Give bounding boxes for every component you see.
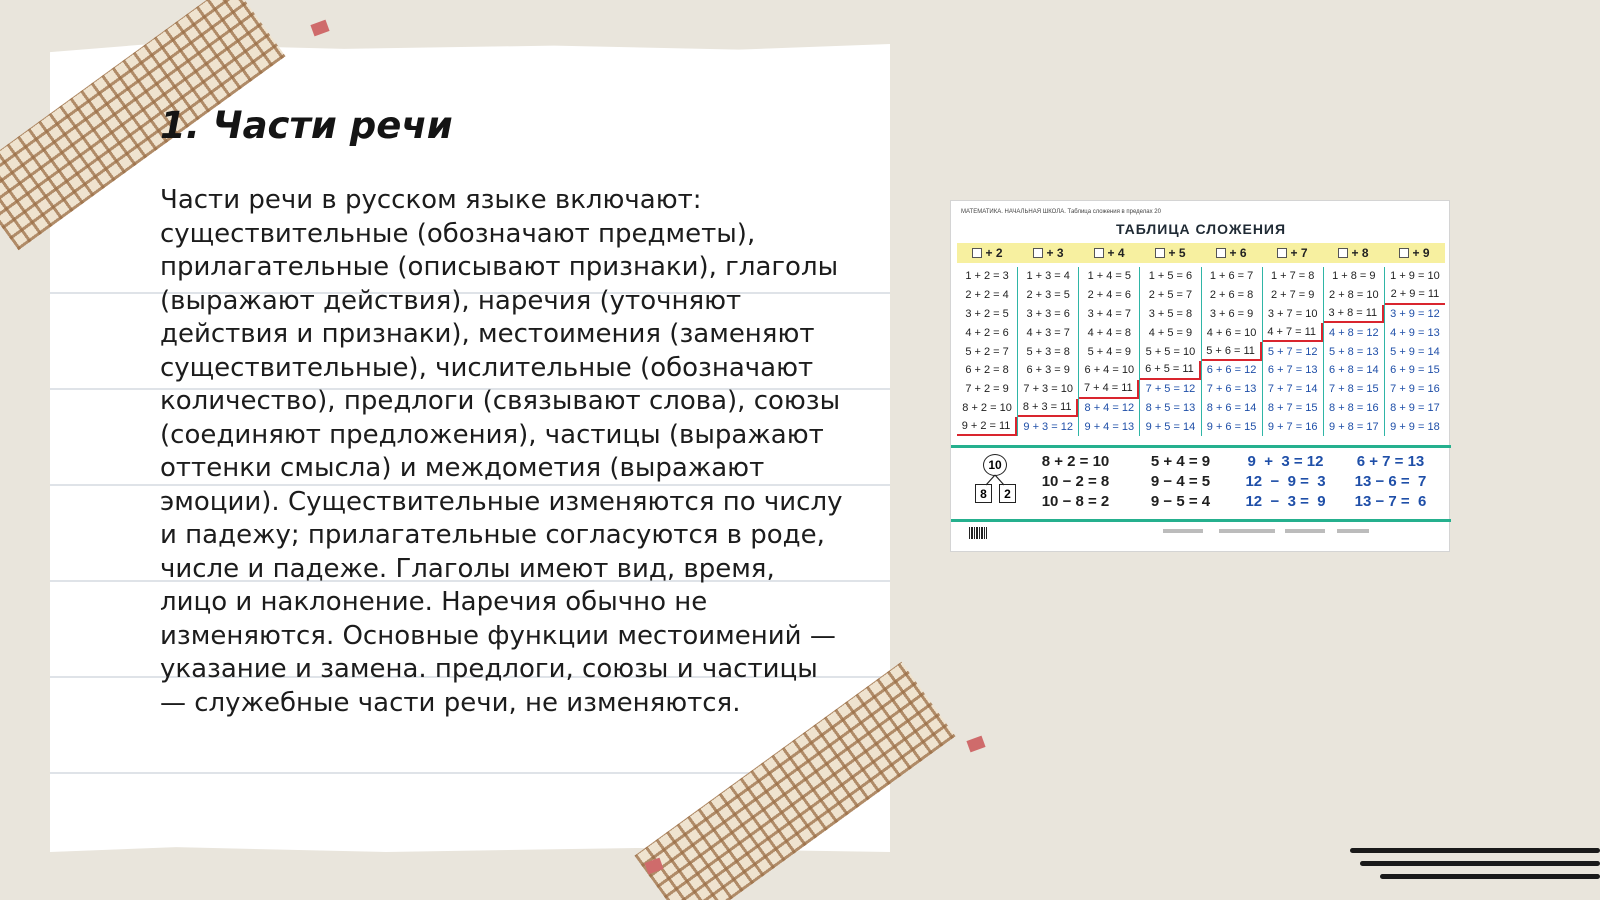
fine-print <box>1219 529 1275 533</box>
table-cell: 6 + 7 = 13 <box>1267 364 1318 377</box>
table-cell: 3 + 9 = 12 <box>1390 307 1440 320</box>
table-column <box>1263 267 1324 436</box>
table-cell: 2 + 8 = 10 <box>1329 289 1379 302</box>
table-cell: 3 + 4 = 7 <box>1087 307 1132 320</box>
table-cell: 9 + 7 = 16 <box>1267 420 1318 433</box>
table-cell: 3 + 5 = 8 <box>1148 307 1193 320</box>
table-column <box>1202 267 1263 436</box>
table-cell: 9 + 5 = 14 <box>1145 420 1196 433</box>
table-cell: 1 + 8 = 9 <box>1332 270 1376 283</box>
table-cell: 4 + 8 = 12 <box>1329 326 1379 339</box>
example-group <box>1023 453 1128 513</box>
table-cell: 2 + 7 = 9 <box>1270 289 1315 302</box>
table-cell: 3 + 6 = 9 <box>1209 307 1254 320</box>
column-header-label: + 4 <box>1107 246 1125 260</box>
table-column <box>1324 267 1385 436</box>
table-cell: 7 + 4 = 11 <box>1079 380 1139 399</box>
checkbox-square-icon <box>972 248 982 258</box>
table-cell: 3 + 7 = 10 <box>1267 307 1318 320</box>
table-cell: 2 + 6 = 8 <box>1209 289 1254 302</box>
poster-header-row <box>957 243 1445 263</box>
slide-paragraph: Части речи в русском языке включают: существительные (обозначают предметы), прилагательные (описывают признаки), глаголы (выражают действия), наречия (уточняют действия и признаки), местоимения (заменяют существительные), числительные (обозначают количество), предлоги (связывают слова), союзы (соединяют предложения), частицы (выражают оттенки смысла) и междометия (выражают эмоции). Существительные изменяются по числу и падежу; прилагательные согласуются в роде, числе и падеже. Глаголы имеют вид, время, лицо и наклонение. Наречия обычно не изменяются. Основные функции местоимений — указание и замена. предлоги, союзы и частицы — служебные части речи, не изменяются. <box>160 185 843 718</box>
table-cell: 2 + 5 = 7 <box>1148 289 1193 302</box>
checkbox-square-icon <box>1338 248 1348 258</box>
example-equation: 13 − 6 = 7 <box>1354 473 1427 490</box>
table-cell: 8 + 2 = 10 <box>962 401 1012 414</box>
example-group <box>1233 453 1338 513</box>
column-header <box>1323 243 1384 263</box>
decorative-line <box>1350 848 1600 853</box>
table-cell: 1 + 4 = 5 <box>1087 270 1132 283</box>
example-group <box>1128 453 1233 513</box>
table-cell: 5 + 6 = 11 <box>1202 342 1262 361</box>
example-equation: 9 − 5 = 4 <box>1150 493 1211 510</box>
table-cell: 9 + 9 = 18 <box>1390 420 1440 433</box>
checkbox-square-icon <box>1277 248 1287 258</box>
table-cell: 8 + 7 = 15 <box>1267 401 1318 414</box>
column-header-label: + 2 <box>985 246 1003 260</box>
fine-print <box>1285 529 1325 533</box>
column-header-label: + 6 <box>1229 246 1247 260</box>
table-column <box>957 267 1018 436</box>
column-header <box>1140 243 1201 263</box>
checkbox-square-icon <box>1216 248 1226 258</box>
fine-print <box>1163 529 1203 533</box>
example-equation: 8 + 2 = 10 <box>1041 453 1110 470</box>
table-cell: 3 + 2 = 5 <box>965 307 1009 320</box>
divider-line <box>951 519 1451 522</box>
table-cell: 4 + 9 = 13 <box>1390 326 1440 339</box>
example-group <box>1338 453 1443 513</box>
table-cell: 6 + 6 = 12 <box>1206 364 1257 377</box>
table-cell: 2 + 9 = 11 <box>1385 286 1445 305</box>
table-cell: 7 + 5 = 12 <box>1145 383 1196 396</box>
addition-table-poster <box>950 200 1450 552</box>
column-header-label: + 8 <box>1351 246 1369 260</box>
table-cell: 5 + 7 = 12 <box>1267 345 1318 358</box>
table-cell: 5 + 9 = 14 <box>1390 345 1440 358</box>
table-cell: 5 + 5 = 10 <box>1145 345 1196 358</box>
table-cell: 5 + 4 = 9 <box>1087 345 1132 358</box>
table-cell: 4 + 3 = 7 <box>1026 326 1070 339</box>
table-cell: 5 + 8 = 13 <box>1329 345 1379 358</box>
example-equation: 13 − 7 = 6 <box>1354 493 1427 510</box>
table-cell: 7 + 9 = 16 <box>1390 383 1440 396</box>
table-cell: 7 + 2 = 9 <box>965 383 1009 396</box>
example-equation: 5 + 4 = 9 <box>1150 453 1211 470</box>
table-cell: 1 + 2 = 3 <box>965 270 1009 283</box>
example-equation: 12 − 9 = 3 <box>1245 473 1326 490</box>
divider-line <box>951 445 1451 448</box>
table-cell: 4 + 7 = 11 <box>1263 323 1323 342</box>
column-header <box>957 243 1018 263</box>
checkbox-square-icon <box>1033 248 1043 258</box>
table-cell: 8 + 5 = 13 <box>1145 401 1196 414</box>
table-cell: 4 + 5 = 9 <box>1148 326 1193 339</box>
whole-number-circle: 10 <box>983 454 1007 476</box>
part-b-box: 2 <box>999 484 1016 503</box>
table-column <box>1385 267 1445 436</box>
table-cell: 7 + 8 = 15 <box>1329 383 1379 396</box>
table-column <box>1018 267 1079 436</box>
table-cell: 7 + 6 = 13 <box>1206 383 1257 396</box>
table-cell: 6 + 9 = 15 <box>1390 364 1440 377</box>
table-cell: 3 + 8 = 11 <box>1324 305 1384 324</box>
example-equations <box>1023 453 1443 513</box>
column-header-label: + 5 <box>1168 246 1186 260</box>
table-cell: 1 + 6 = 7 <box>1209 270 1254 283</box>
table-column <box>1140 267 1201 436</box>
table-cell: 9 + 4 = 13 <box>1084 420 1135 433</box>
number-decomposition <box>973 454 1017 510</box>
example-equation: 12 − 3 = 9 <box>1245 493 1326 510</box>
example-equation: 9 + 3 = 12 <box>1247 453 1324 470</box>
part-a-box: 8 <box>975 484 992 503</box>
table-cell: 1 + 3 = 4 <box>1026 270 1070 283</box>
table-cell: 2 + 4 = 6 <box>1087 289 1132 302</box>
table-column <box>1079 267 1140 436</box>
table-cell: 9 + 3 = 12 <box>1023 420 1073 433</box>
table-cell: 9 + 6 = 15 <box>1206 420 1257 433</box>
checkbox-square-icon <box>1399 248 1409 258</box>
table-cell: 1 + 9 = 10 <box>1390 270 1440 283</box>
example-equation: 10 − 2 = 8 <box>1041 473 1110 490</box>
table-cell: 5 + 3 = 8 <box>1026 345 1070 358</box>
column-header <box>1262 243 1323 263</box>
table-cell: 6 + 2 = 8 <box>965 364 1009 377</box>
table-cell: 8 + 6 = 14 <box>1206 401 1257 414</box>
table-cell: 2 + 3 = 5 <box>1026 289 1070 302</box>
decorative-line <box>1380 874 1600 879</box>
table-cell: 8 + 4 = 12 <box>1084 401 1135 414</box>
table-cell: 7 + 7 = 14 <box>1267 383 1318 396</box>
table-cell: 8 + 3 = 11 <box>1018 399 1078 418</box>
table-cell: 8 + 8 = 16 <box>1329 401 1379 414</box>
addition-grid <box>957 267 1445 436</box>
table-cell: 6 + 3 = 9 <box>1026 364 1070 377</box>
table-cell: 8 + 9 = 17 <box>1390 401 1440 414</box>
column-header <box>1201 243 1262 263</box>
tape-tip <box>966 736 985 753</box>
checkbox-square-icon <box>1094 248 1104 258</box>
column-header-label: + 9 <box>1412 246 1430 260</box>
slide-title: 1. Части речи <box>160 104 453 147</box>
column-header-label: + 7 <box>1290 246 1308 260</box>
barcode-icon <box>969 527 987 539</box>
decorative-lines <box>1350 848 1600 887</box>
decorative-line <box>1360 861 1600 866</box>
table-cell: 1 + 5 = 6 <box>1148 270 1193 283</box>
table-cell: 6 + 4 = 10 <box>1084 364 1135 377</box>
example-equation: 9 − 4 = 5 <box>1150 473 1211 490</box>
table-cell: 9 + 8 = 17 <box>1329 420 1379 433</box>
table-cell: 6 + 8 = 14 <box>1329 364 1379 377</box>
fine-print <box>1337 529 1369 533</box>
table-cell: 2 + 2 = 4 <box>965 289 1009 302</box>
table-cell: 4 + 6 = 10 <box>1206 326 1257 339</box>
poster-caption: МАТЕМАТИКА. НАЧАЛЬНАЯ ШКОЛА. Таблица сложения в пределах 20 <box>961 209 1161 215</box>
table-cell: 4 + 2 = 6 <box>965 326 1009 339</box>
table-cell: 1 + 7 = 8 <box>1270 270 1315 283</box>
table-cell: 9 + 2 = 11 <box>957 417 1017 436</box>
column-header <box>1384 243 1445 263</box>
table-cell: 6 + 5 = 11 <box>1140 361 1200 380</box>
table-cell: 3 + 3 = 6 <box>1026 307 1070 320</box>
poster-title: ТАБЛИЦА СЛОЖЕНИЯ <box>1115 221 1287 237</box>
table-cell: 4 + 4 = 8 <box>1087 326 1132 339</box>
column-header <box>1018 243 1079 263</box>
example-equation: 6 + 7 = 13 <box>1356 453 1425 470</box>
tape-tip <box>310 20 329 37</box>
table-cell: 5 + 2 = 7 <box>965 345 1009 358</box>
column-header <box>1079 243 1140 263</box>
column-header-label: + 3 <box>1046 246 1064 260</box>
checkbox-square-icon <box>1155 248 1165 258</box>
example-equation: 10 − 8 = 2 <box>1041 493 1110 510</box>
table-cell: 7 + 3 = 10 <box>1023 383 1073 396</box>
